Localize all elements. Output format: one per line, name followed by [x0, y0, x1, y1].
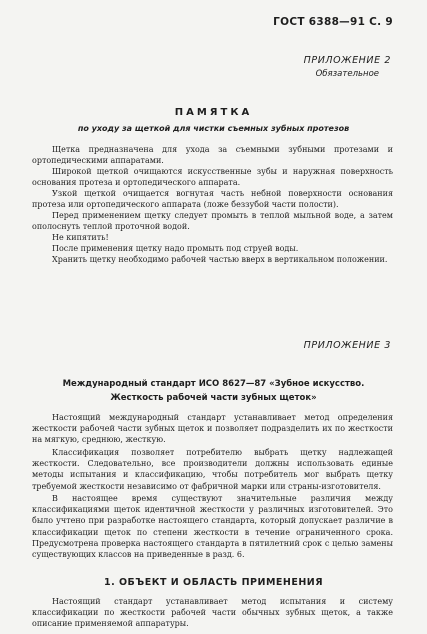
memo-subtitle: по уходу за щеткой для чистки съемных зубных протезов [77, 124, 350, 133]
standard-title-line-2: Жесткость рабочей части зубных щеток» [110, 393, 317, 403]
memo-title: ПАМЯТКА [174, 107, 253, 118]
standard-paragraph: В настоящее время существуют значительные различия между классификациями щеток идентичной жесткости у различных изготовителей. Это было учтено при разработке настоящего стандарта, который допускает различие в классификации щеток по степени жесткости в течение ограниченного срока. Предусмотрена проверка настоящего стандарта в пятилетний срок с целью замены существующих классов на приведенные в разд. 6. [32, 494, 393, 560]
section-1-paragraph: Настоящий стандарт устанавливает метод испытания и систему классификации по жесткости рабочей части обычных зубных щеток, а также описание применяемой аппаратуры. [32, 597, 393, 629]
appendix-3-label: ПРИЛОЖЕНИЕ 3 [303, 340, 391, 351]
memo-paragraph: Узкой щеткой очищается вогнутая часть небной поверхности основания протеза или ортопедического аппарата (ложе беззубой части полости). [32, 189, 393, 210]
memo-paragraph: Широкой щеткой очищаются искусственные зубы и наружная поверхность основания протеза и ортопедического аппарата. [32, 167, 393, 188]
appendix-2-label: ПРИЛОЖЕНИЕ 2 [303, 55, 391, 66]
page-header-code: ГОСТ 6388—91 С. 9 [273, 16, 393, 28]
standard-paragraph: Классификация позволяет потребителю выбрать щетку надлежащей жесткости. Следовательно, все производители должны использовать единые методы испытания и классификацию, чтобы потребитель мог выбрать щетку требуемой жесткости независимо от фабричной марки или страны-изготовителя. [32, 448, 393, 491]
standard-title-line-1: Международный стандарт ИСО 8627—87 «Зубное искусство. [62, 379, 365, 389]
memo-paragraph: После применения щетку надо промыть под струей воды. [52, 244, 299, 253]
appendix-2-status: Обязательное [315, 69, 379, 79]
memo-paragraph: Щетка предназначена для ухода за съемными зубными протезами и ортопедическими аппаратами. [32, 145, 393, 166]
memo-paragraph: Перед применением щетку следует промыть в теплой мыльной воде, а затем ополоснуть теплой проточной водой. [32, 211, 393, 232]
section-1-title: 1. ОБЪЕКТ И ОБЛАСТЬ ПРИМЕНЕНИЯ [103, 577, 324, 588]
memo-paragraph: Хранить щетку необходимо рабочей частью вверх в вертикальном положении. [52, 255, 388, 264]
memo-paragraph: Не кипятить! [52, 233, 109, 242]
standard-paragraph: Настоящий международный стандарт устанавливает метод определения жесткости рабочей части зубных щеток и позволяет подразделить их по жесткости на мягкую, среднюю, жесткую. [32, 413, 393, 445]
